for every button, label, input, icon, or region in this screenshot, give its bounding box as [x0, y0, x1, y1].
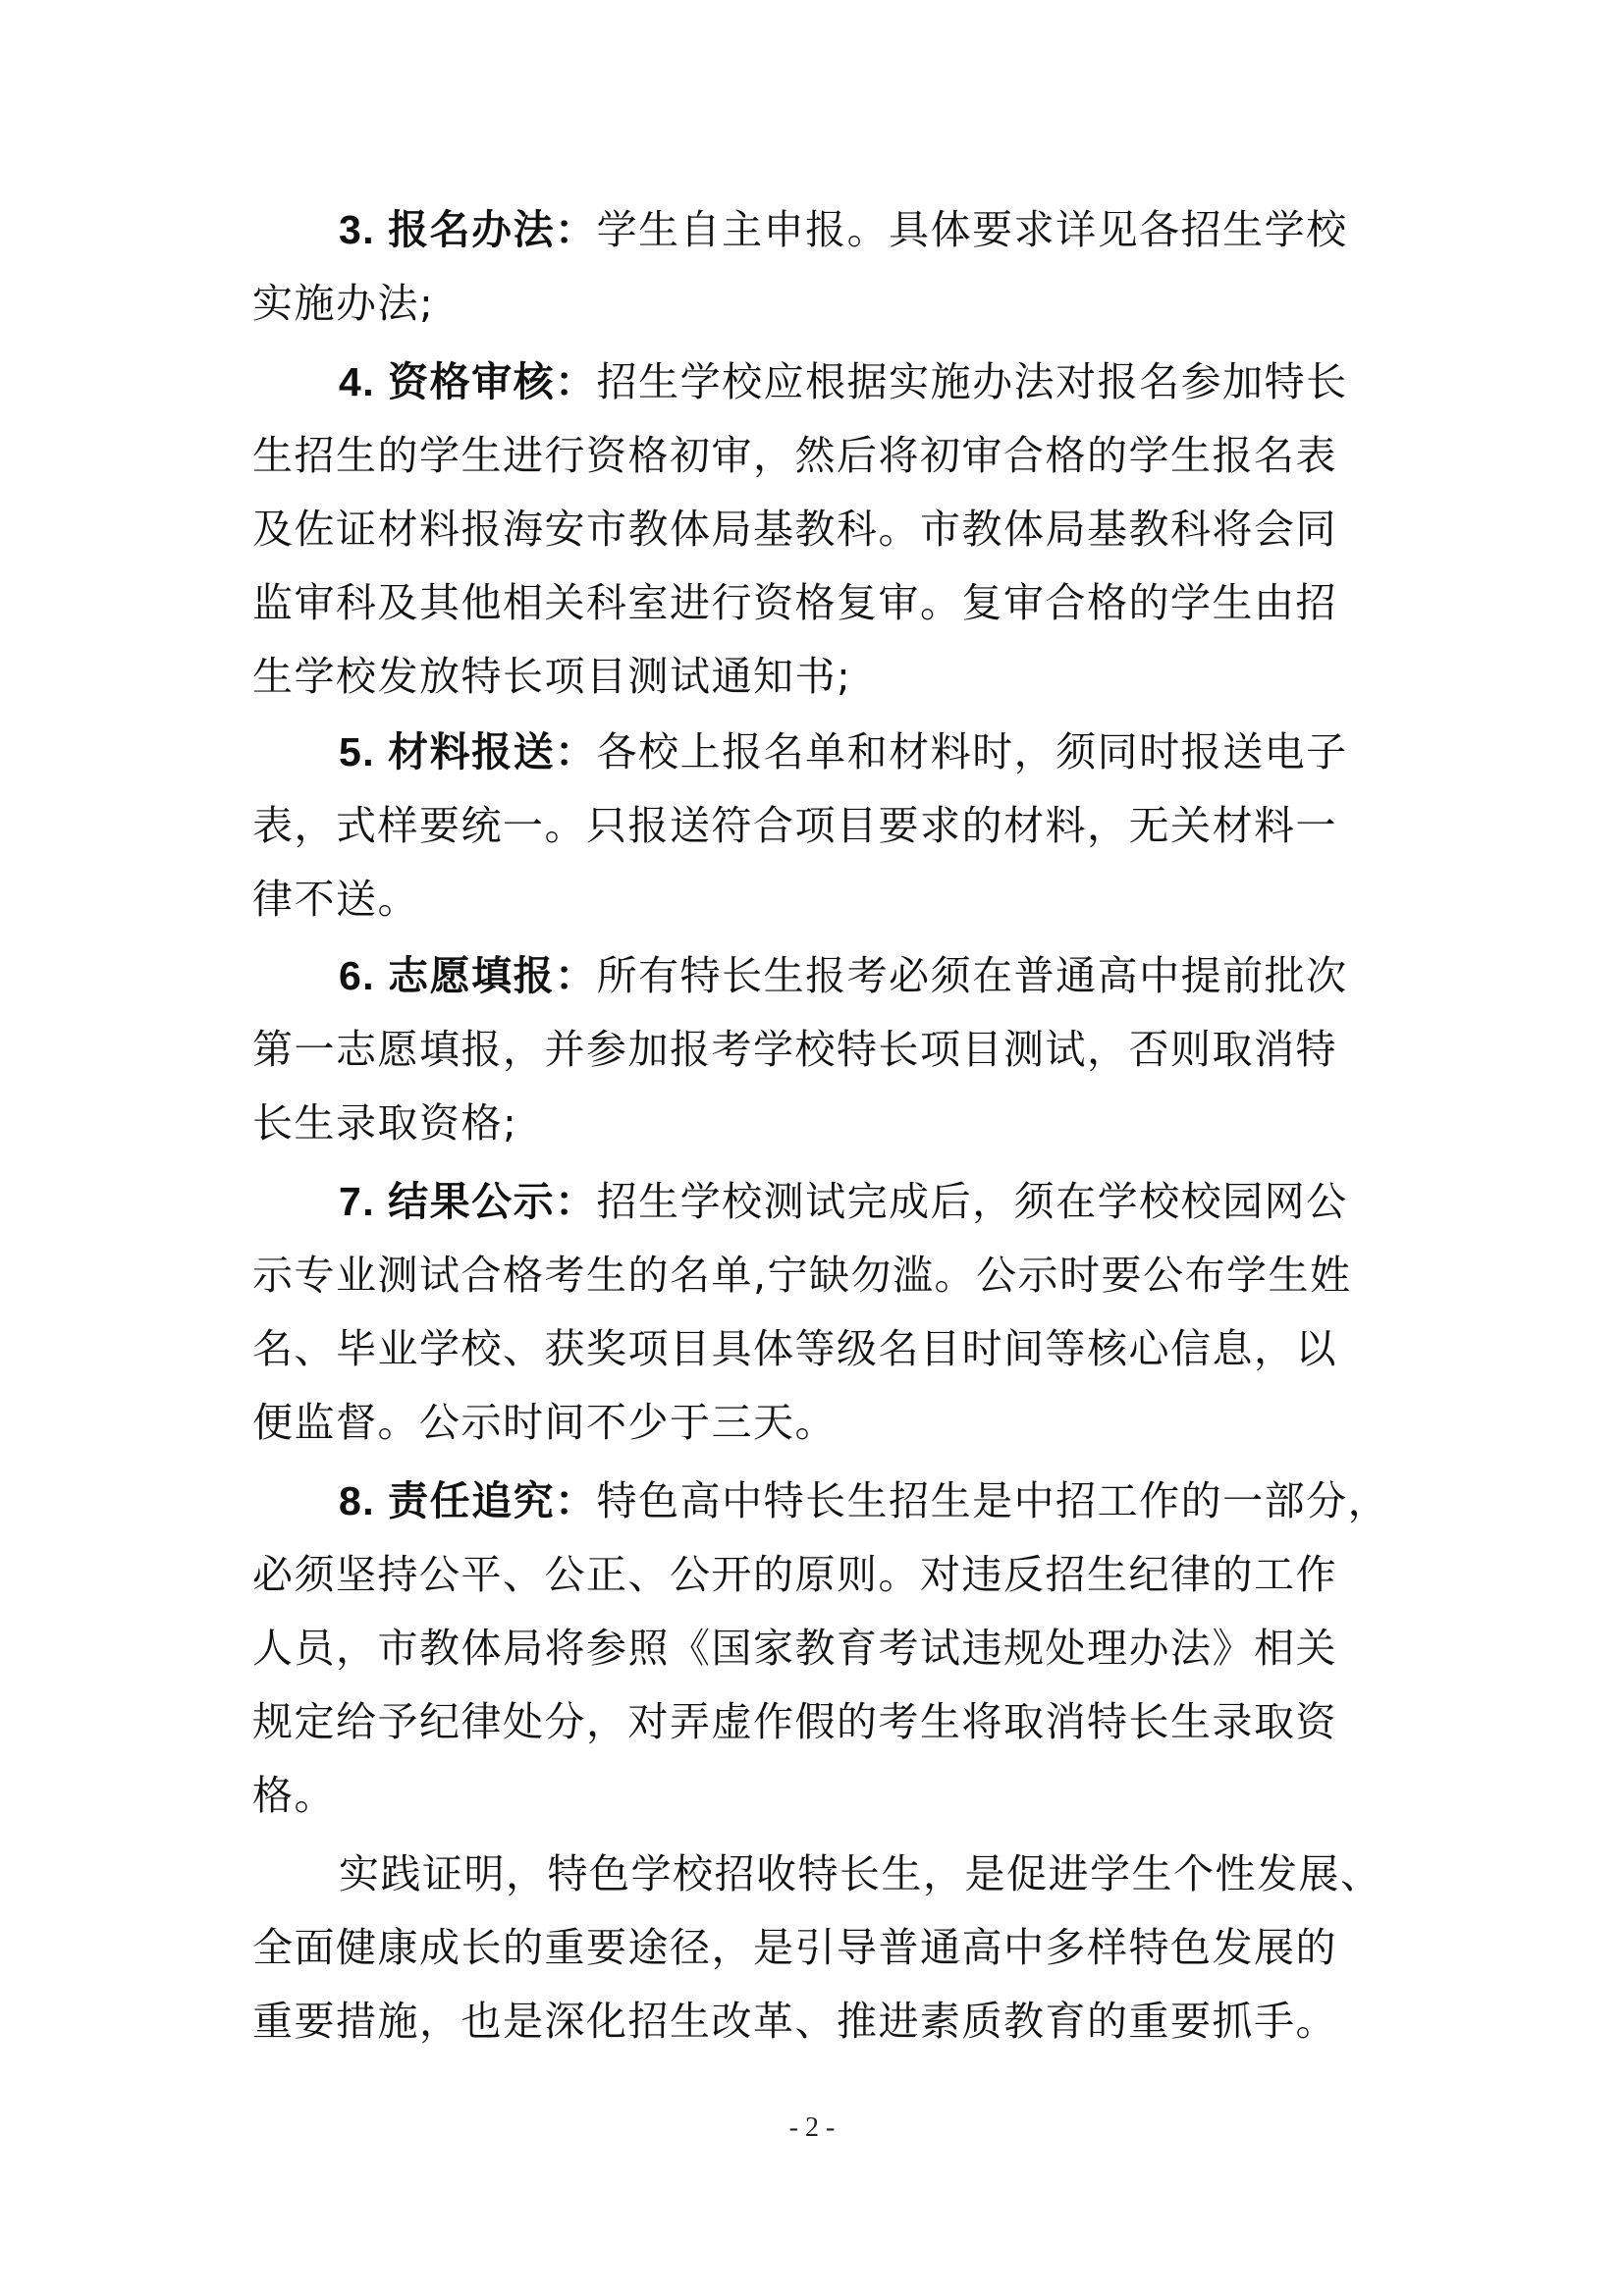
section-6-heading: 6. 志愿填报： [339, 953, 597, 998]
section-8-line-3: 人员，市教体局将参照《国家教育考试违规处理办法》相关 [252, 1625, 1337, 1672]
page-number: - 2 - [788, 2112, 836, 2143]
section-7-heading: 7. 结果公示： [339, 1179, 597, 1224]
section-8-line-1: 8. 责任追究：特色高中特长生招生是中招工作的一部分， [339, 1477, 1390, 1524]
section-8-line-4: 规定给予纪律处分，对弄虚作假的考生将取消特长生录取资 [252, 1698, 1337, 1745]
section-4-heading: 4. 资格审核： [339, 359, 597, 404]
section-4-line-3: 及佐证材料报海安市教体局基教科。市教体局基教科将会同 [252, 506, 1337, 553]
section-8-heading: 8. 责任追究： [339, 1478, 597, 1523]
section-4-line-4: 监审科及其他相关科室进行资格复审。复审合格的学生由招 [252, 579, 1337, 626]
section-7-line-2: 示专业测试合格考生的名单,宁缺勿滥。公示时要公布学生姓 [252, 1252, 1352, 1299]
section-5-line-2: 表，式样要统一。只报送符合项目要求的材料，无关材料一 [252, 802, 1337, 849]
section-3-line-1: 3. 报名办法：学生自主申报。具体要求详见各招生学校 [339, 206, 1348, 253]
section-3-heading: 3. 报名办法： [339, 207, 597, 252]
section-8-line-5: 格。 [252, 1772, 336, 1819]
section-4-line-1: 4. 资格审核：招生学校应根据实施办法对报名参加特长 [339, 358, 1348, 405]
section-5-line-3: 律不送。 [252, 876, 419, 923]
section-6-line-1: 6. 志愿填报：所有特长生报考必须在普通高中提前批次 [339, 952, 1348, 999]
conclusion-line-1: 实践证明，特色学校招收特长生，是促进学生个性发展、 [339, 1850, 1382, 1897]
section-6-line-3: 长生录取资格; [252, 1099, 518, 1147]
section-3-line-2: 实施办法; [252, 280, 435, 327]
section-5-heading: 5. 材料报送： [339, 729, 597, 774]
section-8-line-2: 必须坚持公平、公正、公开的原则。对违反招生纪律的工作 [252, 1551, 1337, 1598]
section-6-line-2: 第一志愿填报，并参加报考学校特长项目测试，否则取消特 [252, 1026, 1337, 1073]
conclusion-line-3: 重要措施，也是深化招生改革、推进素质教育的重要抓手。 [252, 1998, 1337, 2045]
section-7-line-4: 便监督。公示时间不少于三天。 [252, 1399, 837, 1446]
conclusion-line-2: 全面健康成长的重要途径，是引导普通高中多样特色发展的 [252, 1924, 1337, 1971]
section-4-line-2: 生招生的学生进行资格初审，然后将初审合格的学生报名表 [252, 432, 1337, 479]
section-7-line-1: 7. 结果公示：招生学校测试完成后，须在学校校园网公 [339, 1178, 1348, 1225]
section-7-line-3: 名、毕业学校、获奖项目具体等级名目时间等核心信息，以 [252, 1325, 1337, 1372]
section-4-line-5: 生学校发放特长项目测试通知书; [252, 653, 852, 700]
section-5-line-1: 5. 材料报送：各校上报名单和材料时，须同时报送电子 [339, 728, 1348, 775]
